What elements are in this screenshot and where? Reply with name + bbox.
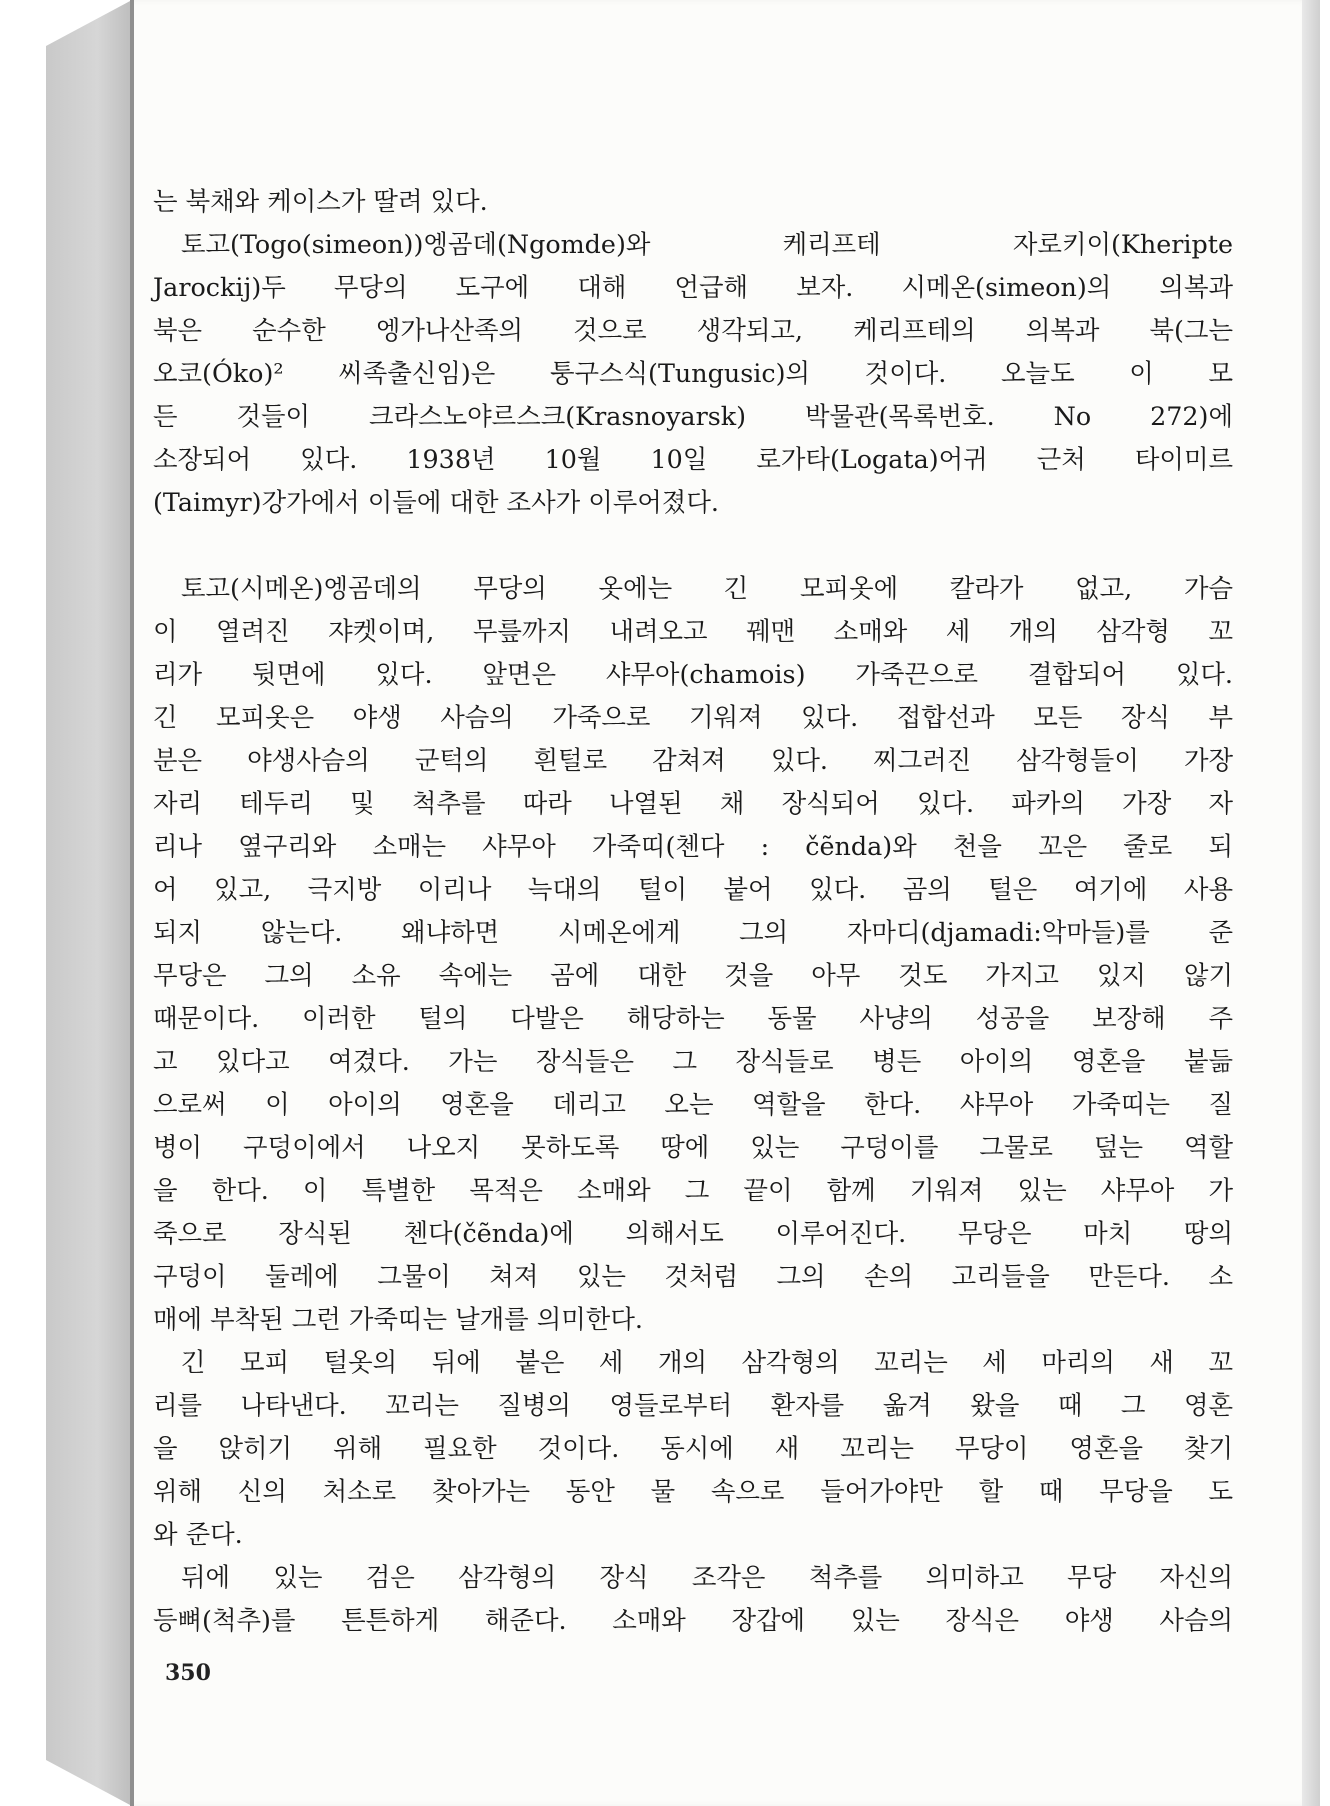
book-spine — [46, 0, 132, 1806]
text-line: 자리 테두리 및 척추를 따라 나열된 채 장식되어 있다. 파카의 가장 자 — [153, 788, 1233, 818]
text-line: 오코(Óko)² 씨족출신임)은 퉁구스식(Tungusic)의 것이다. 오늘도 이 모 — [153, 358, 1233, 388]
text-line: 매에 부착된 그런 가죽띠는 날개를 의미한다. — [153, 1304, 643, 1334]
paragraph-gap — [153, 524, 1233, 567]
text-line: 긴 모피옷은 야생 사슴의 가죽으로 기워져 있다. 접합선과 모든 장식 부 — [153, 702, 1233, 732]
text-line: 위해 신의 처소로 찾아가는 동안 물 속으로 들어가야만 할 때 무당을 도 — [153, 1476, 1233, 1506]
text-line: 으로써 이 아이의 영혼을 데리고 오는 역할을 한다. 샤무아 가죽띠는 질 — [153, 1089, 1233, 1119]
text-line: 뒤에 있는 검은 삼각형의 장식 조각은 척추를 의미하고 무당 자신의 — [181, 1562, 1233, 1592]
text-line: 북은 순수한 엥가나산족의 것으로 생각되고, 케리프테의 의복과 북(그는 — [153, 315, 1233, 345]
text-line: 무당은 그의 소유 속에는 곰에 대한 것을 아무 것도 가지고 있지 않기 — [153, 960, 1233, 990]
text-line: 리를 나타낸다. 꼬리는 질병의 영들로부터 환자를 옮겨 왔을 때 그 영혼 — [153, 1390, 1233, 1420]
text-line: 죽으로 장식된 첸다(čẽnda)에 의해서도 이루어진다. 무당은 마치 땅의 — [153, 1218, 1233, 1248]
text-line: 구덩이 둘레에 그물이 쳐져 있는 것처럼 그의 손의 고리들을 만든다. 소 — [153, 1261, 1233, 1291]
text-line: 등뼈(척추)를 튼튼하게 해준다. 소매와 장갑에 있는 장식은 야생 사슴의 — [153, 1605, 1233, 1635]
text-line: 되지 않는다. 왜냐하면 시메온에게 그의 자마디(djamadi:악마들)를 준 — [153, 917, 1233, 947]
text-line: 을 한다. 이 특별한 목적은 소매와 그 끝이 함께 기워져 있는 샤무아 가 — [153, 1175, 1233, 1205]
text-line: 병이 구덩이에서 나오지 못하도록 땅에 있는 구덩이를 그물로 덮는 역할 — [153, 1132, 1233, 1162]
text-line: 소장되어 있다. 1938년 10월 10일 로가타(Logata)어귀 근처 타이미르 — [153, 444, 1233, 474]
text-line: 분은 야생사슴의 군턱의 흰털로 감쳐져 있다. 찌그러진 삼각형들이 가장 — [153, 745, 1233, 775]
text-line: 때문이다. 이러한 털의 다발은 해당하는 동물 사냥의 성공을 보장해 주 — [153, 1003, 1233, 1033]
text-line: 리가 뒷면에 있다. 앞면은 샤무아(chamois) 가죽끈으로 결합되어 있다. — [153, 659, 1233, 689]
text-line: 긴 모피 털옷의 뒤에 붙은 세 개의 삼각형의 꼬리는 세 마리의 새 꼬 — [181, 1347, 1233, 1377]
text-line: 이 열려진 쟈켓이며, 무릎까지 내려오고 꿰맨 소매와 세 개의 삼각형 꼬 — [153, 616, 1233, 646]
text-line: 어 있고, 극지방 이리나 늑대의 털이 붙어 있다. 곰의 털은 여기에 사용 — [153, 874, 1233, 904]
text-line: 고 있다고 여겼다. 가는 장식들은 그 장식들로 병든 아이의 영혼을 붙듦 — [153, 1046, 1233, 1076]
text-line: 든 것들이 크라스노야르스크(Krasnoyarsk) 박물관(목록번호. No 272)에 — [153, 401, 1233, 431]
page-body-text — [153, 180, 1233, 1642]
text-line: 토고(Togo(simeon))엥곰데(Ngomde)와 케리프테 자로키이(Kheripte — [181, 229, 1233, 259]
text-line: 와 준다. — [153, 1519, 243, 1549]
text-line: 리나 옆구리와 소매는 샤무아 가죽띠(첸다 : čẽnda)와 천을 꼬은 줄로 되 — [153, 831, 1233, 861]
text-line: 토고(시메온)엥곰데의 무당의 옷에는 긴 모피옷에 칼라가 없고, 가슴 — [181, 573, 1233, 603]
text-line: 을 앉히기 위해 필요한 것이다. 동시에 새 꼬리는 무당이 영혼을 찾기 — [153, 1433, 1233, 1463]
text-line: Jarockij)두 무당의 도구에 대해 언급해 보자. 시메온(simeon)의 의복과 — [153, 272, 1233, 302]
page-edge — [1302, 0, 1320, 1806]
text-line: (Taimyr)강가에서 이들에 대한 조사가 이루어졌다. — [153, 487, 719, 517]
page-number: 350 — [165, 1660, 211, 1686]
text-line: 는 북채와 케이스가 딸려 있다. — [153, 186, 488, 216]
